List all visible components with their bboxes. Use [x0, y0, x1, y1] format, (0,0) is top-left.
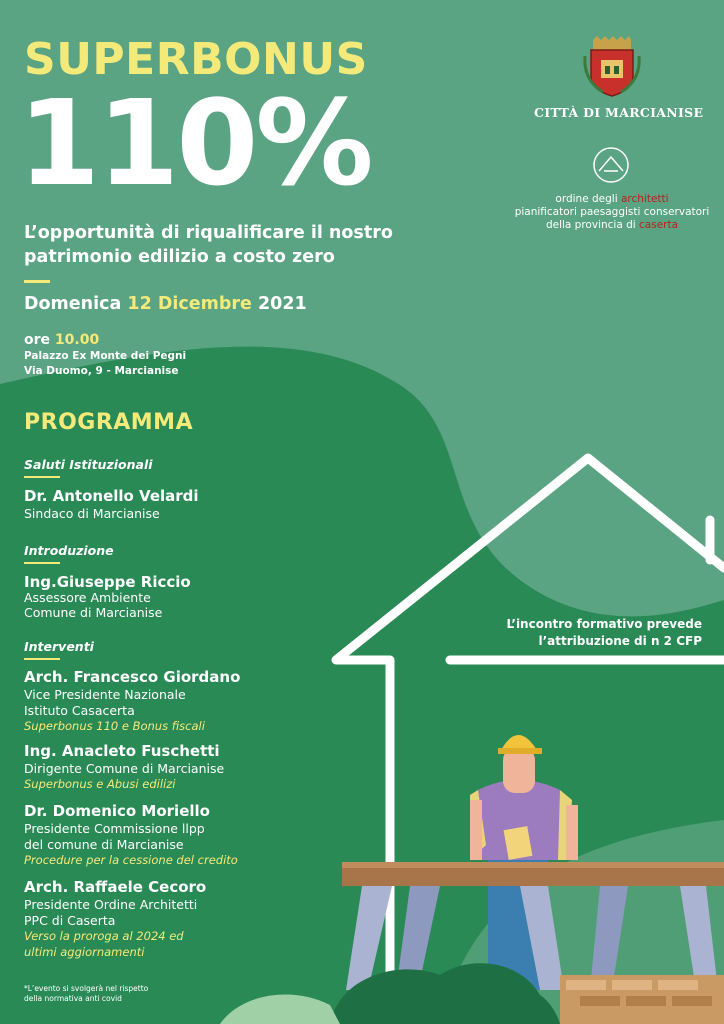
speaker-name: Arch. Raffaele Cecoro [24, 878, 207, 896]
speaker-role: Comune di Marcianise [24, 605, 163, 620]
section-underline [24, 476, 60, 478]
speaker-role: Sindaco di Marcianise [24, 506, 160, 521]
section-underline [24, 658, 60, 660]
venue-line-1: Palazzo Ex Monte dei Pegni [24, 350, 187, 362]
cfp-note [507, 616, 703, 651]
speaker-name: Ing.Giuseppe Riccio [24, 573, 191, 591]
time-prefix: ore [24, 332, 51, 348]
ordine-line-1 [500, 193, 724, 206]
speaker-topic: ultimi aggiornamenti [24, 945, 145, 959]
speaker-role: Assessore Ambiente [24, 590, 151, 605]
speaker-topic: Procedure per la cessione del credito [24, 853, 238, 867]
program-heading: PROGRAMMA [24, 410, 194, 435]
title-superbonus: SUPERBONUS [24, 34, 368, 85]
speaker-role: Istituto Casacerta [24, 703, 135, 718]
ordine-text: ordine degli [555, 193, 621, 205]
section-title: Interventi [24, 639, 94, 654]
ordine-text: della provincia di [545, 219, 640, 232]
footnote-line-1: *L’evento si svolgerà nel rispetto [24, 984, 149, 993]
venue-line-2: Via Duomo, 9 - Marcianise [24, 365, 179, 378]
brick-pile [560, 975, 724, 1024]
section-title: Introduzione [24, 543, 114, 558]
speaker-name: Dr. Domenico Moriello [24, 802, 210, 820]
cfp-line-2: l’attribuzione di n 2 CFP [538, 634, 702, 649]
time-value: 10.00 [54, 332, 100, 348]
speaker-role: PPC di Caserta [24, 913, 116, 928]
ordine-highlight: caserta [639, 219, 679, 232]
speaker-topic: Superbonus e Abusi edilizi [24, 777, 176, 791]
subtitle: L’opportunità di riqualificare il nostro patrimonio edilizio a costo zero [24, 223, 393, 267]
speaker-role: Presidente Ordine Architetti [24, 897, 198, 912]
architects-order-logo-icon [591, 145, 631, 185]
speaker-role: del comune di Marcianise [24, 837, 184, 852]
section-title: Saluti Istituzionali [24, 457, 153, 472]
event-time [24, 332, 99, 348]
footnote-line-2: della normativa anti covid [24, 994, 122, 1004]
date-highlight: 12 Dicembre [127, 294, 252, 314]
architects-order-text [500, 193, 724, 232]
title-110-percent: 110% [18, 74, 371, 212]
speaker-name: Arch. Francesco Giordano [24, 668, 241, 686]
ordine-line-2: pianificatori paesaggisti conservatori [514, 206, 710, 219]
event-venue [24, 349, 186, 379]
speaker-topic: Verso la proroga al 2024 ed [24, 929, 184, 943]
ordine-highlight: architetti [620, 193, 669, 205]
speaker-topic: Superbonus 110 e Bonus fiscali [24, 719, 205, 733]
speaker-role: Presidente Commissione llpp [24, 821, 205, 836]
speaker-name: Ing. Anacleto Fuschetti [24, 742, 220, 760]
city-crest-icon [583, 36, 641, 98]
date-year: 2021 [257, 294, 307, 314]
ordine-line-3 [500, 219, 724, 232]
covid-footnote [24, 984, 148, 1004]
speaker-name: Dr. Antonello Velardi [24, 487, 199, 505]
city-name: CITTÀ DI MARCIANISE [534, 105, 704, 120]
event-date [24, 294, 307, 314]
speaker-role: Vice Presidente Nazionale [24, 687, 186, 702]
date-prefix: Domenica [24, 294, 122, 314]
cfp-line-1: L’incontro formativo prevede [506, 617, 702, 631]
section-underline [24, 562, 60, 564]
speaker-role: Dirigente Comune di Marcianise [24, 761, 225, 776]
divider-line [24, 280, 50, 283]
